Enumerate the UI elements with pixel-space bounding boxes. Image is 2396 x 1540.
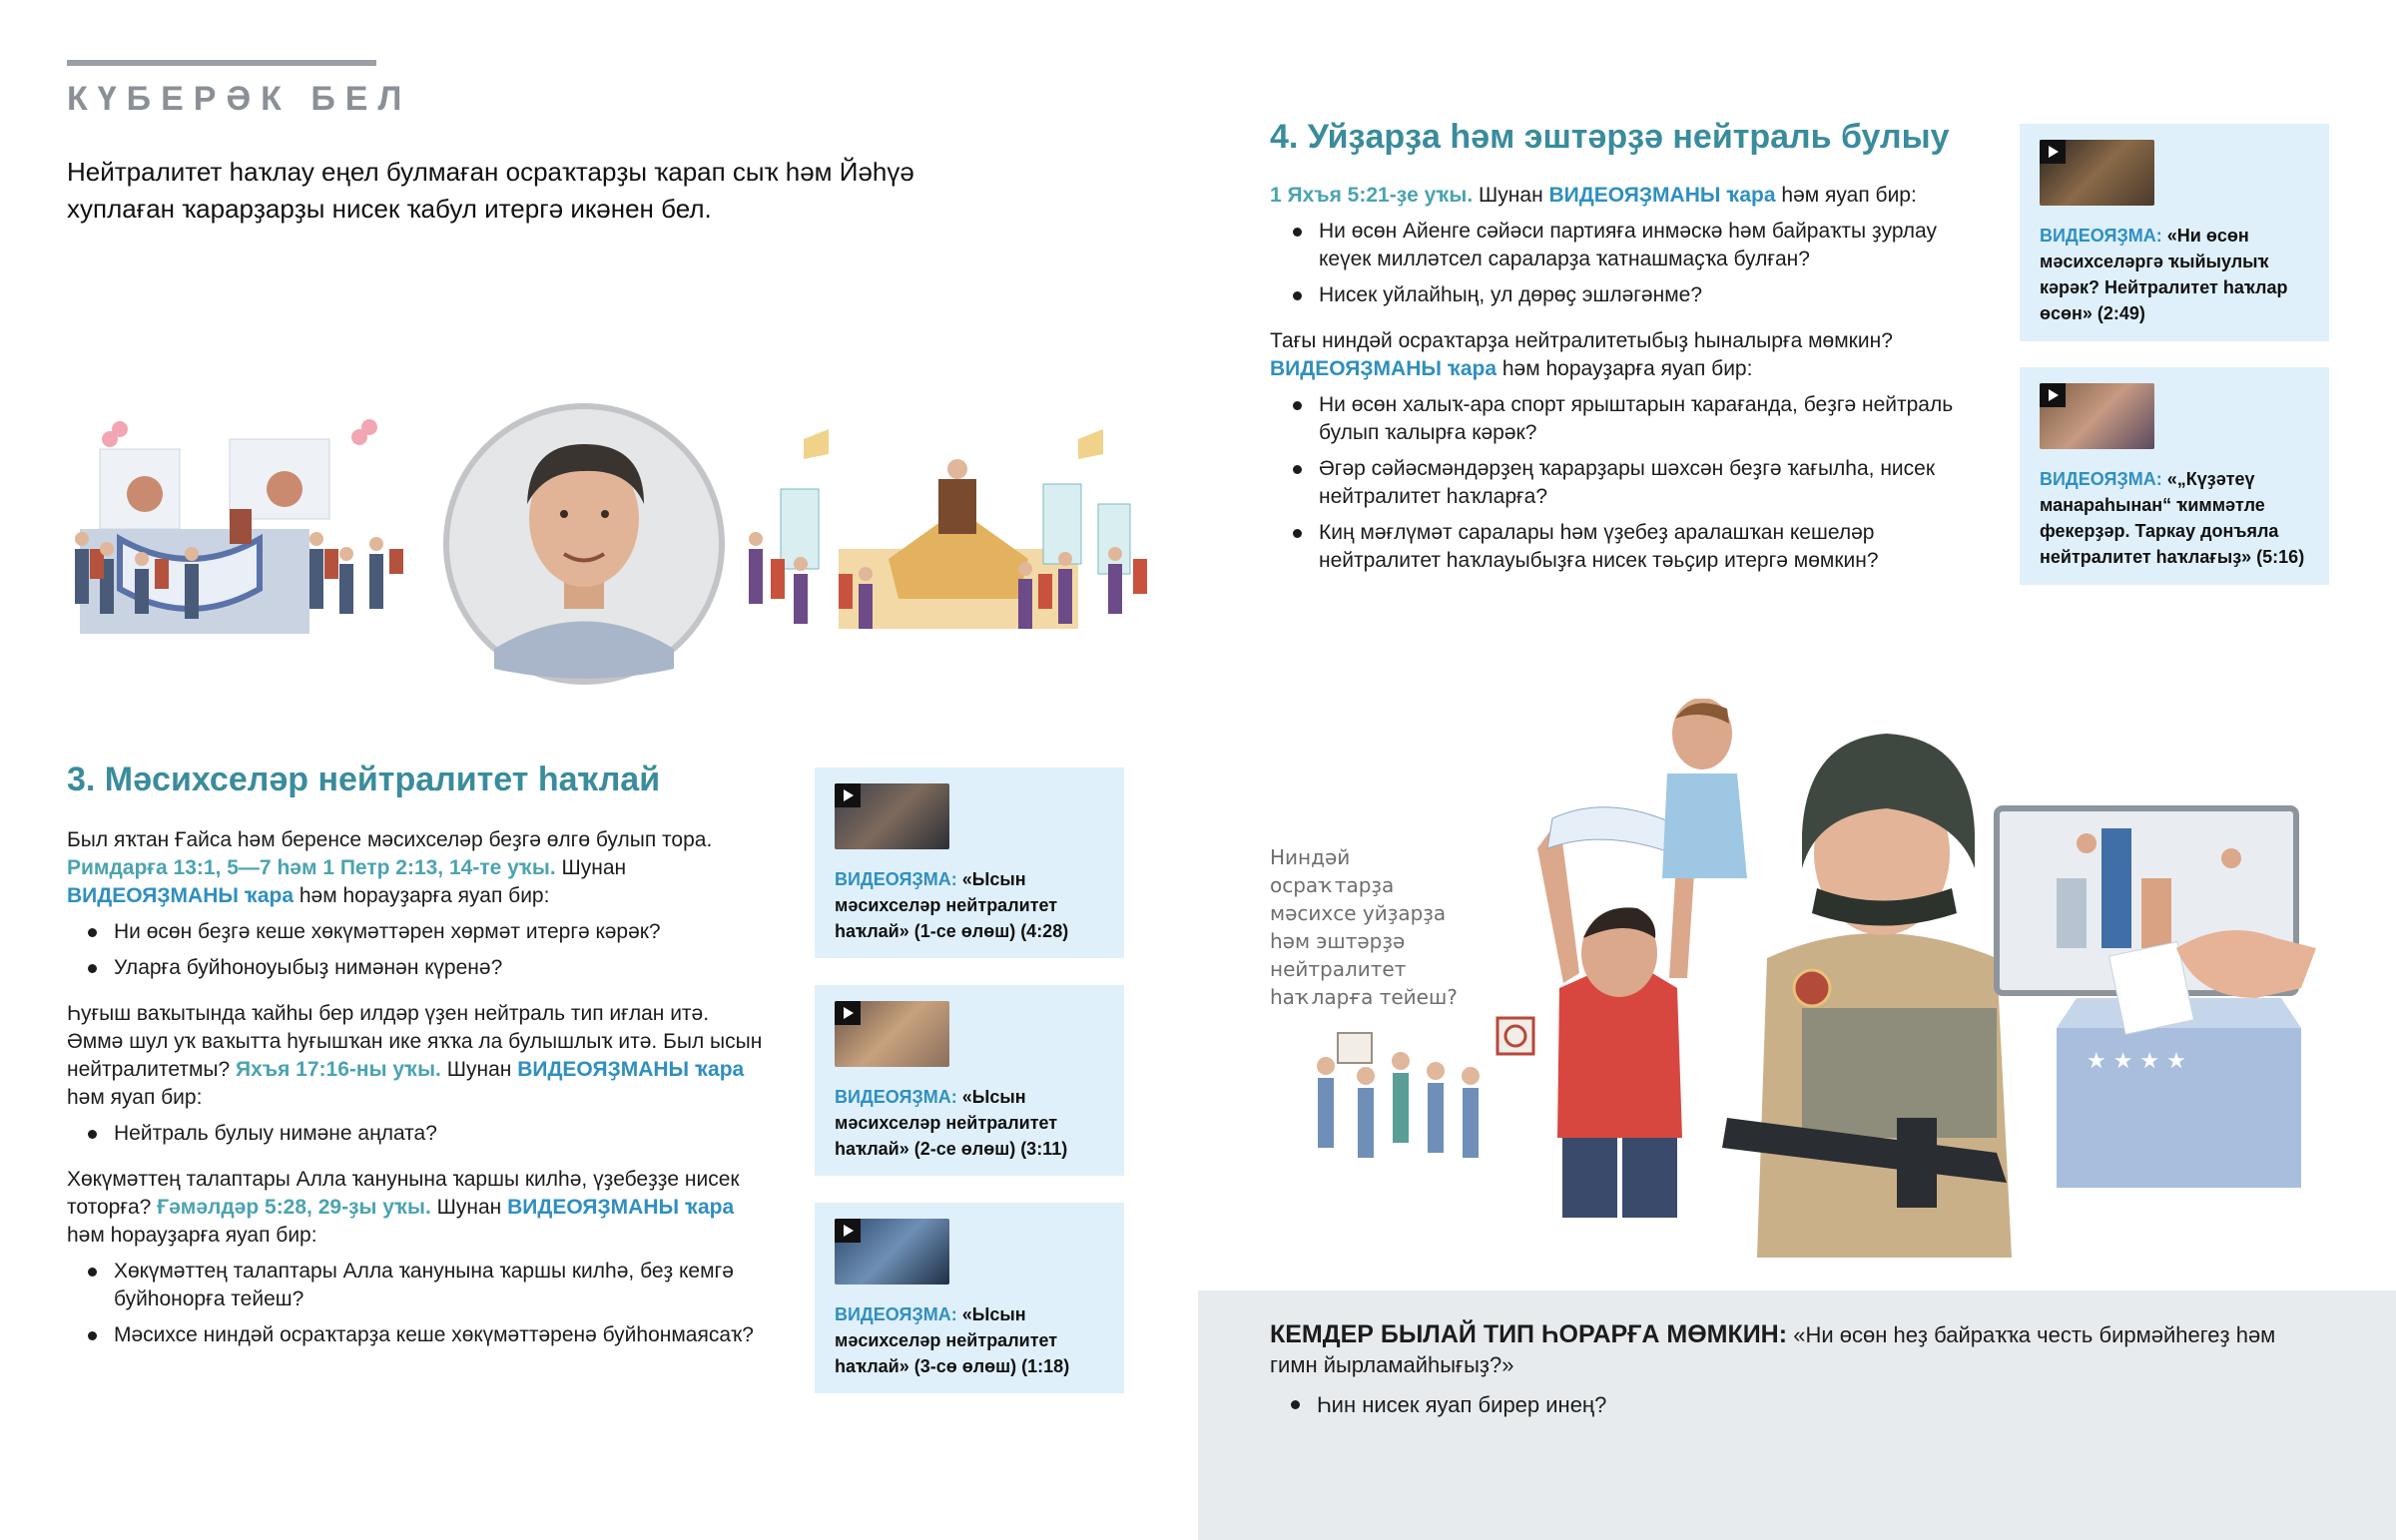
video-title: «Ысын мәсихселәр нейтралитет һаҡлай» (3-сө өлөш) (1:18) — [835, 1304, 1070, 1376]
svg-text:★ ★ ★ ★: ★ ★ ★ ★ — [2087, 1049, 2186, 1074]
election-rally-illustration — [60, 399, 1158, 689]
video-card-2[interactable] — [815, 985, 1124, 1176]
section-4-title: 4. Уйҙарҙа һәм эштәрҙә нейтраль булыу — [1270, 118, 1950, 156]
section-3-questions-1 — [67, 918, 766, 982]
section-4-questions-2 — [1270, 391, 1969, 575]
paragraph-text: Шунан — [436, 1196, 502, 1219]
section-3-paragraph-1 — [67, 826, 766, 910]
video-link[interactable]: ВИДЕОЯҘМАНЫ ҡара — [507, 1196, 735, 1219]
question-item: Һин нисек яуап бирер инең? — [1317, 1390, 2318, 1420]
paragraph-text: һәм һорауҙарға яуап бир: — [299, 884, 550, 907]
section-3-paragraph-3 — [67, 1166, 766, 1250]
neutrality-scenarios-illustration — [1298, 699, 2396, 1297]
question-item: Киң мәғлүмәт саралары һәм үҙебеҙ аралашҡан кешеләр нейтралитет һаҡлауыбыҙға нисек тәьҫир итергә мөмкин? — [1319, 519, 1969, 575]
video-thumbnail[interactable] — [835, 1219, 949, 1284]
right-rally-scene — [749, 429, 1147, 629]
scripture-link[interactable]: Яхъя 17:16-ны уҡы. — [236, 1058, 441, 1081]
video-label: ВИДЕОЯҘМА: — [835, 1304, 957, 1324]
objection-questions — [1270, 1390, 2318, 1420]
video-link[interactable]: ВИДЕОЯҘМАНЫ ҡара — [517, 1058, 745, 1081]
header-rule — [67, 60, 376, 66]
video-label: ВИДЕОЯҘМА: — [835, 1087, 957, 1107]
video-thumbnail[interactable] — [2040, 383, 2154, 449]
paragraph-text: Һуғыш ваҡытында ҡайһы бер илдәр үҙен нейтраль тип иғлан итә. Әммә шул уҡ ваҡытта һуғышҡан ике яҡҡа ла булышлыҡ итә. Был ысын нейтралитетмы? — [67, 1002, 763, 1081]
question-item: Нисек уйлайһың, ул дөрөҫ эшләгәнме? — [1319, 281, 1969, 309]
video-title: «Ысын мәсихселәр нейтралитет һаҡлай» (1-се өлөш) (4:28) — [835, 869, 1069, 941]
scripture-link[interactable]: Римдарға 13:1, 5—7 һәм 1 Петр 2:13, 14-те уҡы. — [67, 856, 556, 879]
paragraph-text: Был яҡтан Ғайса һәм беренсе мәсихселәр беҙгә өлгө булып тора. — [67, 828, 713, 851]
section-3-questions-2 — [67, 1120, 766, 1148]
objection-quote: «Ни өсөн һеҙ байраҡҡа честь бирмәйһегеҙ һәм гимн йырламайһығыҙ?» — [1270, 1322, 2276, 1377]
paragraph-text: Хөкүмәттең талаптары Алла ҡанунына ҡаршы килһә, үҙебеҙҙе нисек тоторға? — [67, 1168, 740, 1219]
illustration-caption: Ниндәй осраҡтарҙа мәсихсе уйҙарҙа һәм эштәрҙә нейтралитет һаҡларға тейеш? — [1270, 845, 1458, 1009]
video-label: ВИДЕОЯҘМА: — [2040, 226, 2162, 246]
play-icon[interactable] — [2040, 140, 2066, 164]
section-4-body — [1270, 182, 1969, 583]
paragraph-text: һәм һорауҙарға яуап бир: — [1501, 357, 1753, 380]
intro-text: Нейтралитет һаҡлау еңел булмаған осраҡтарҙы ҡарап сыҡ һәм Йәһүә хуплаған ҡарарҙарҙы нисек ҡабул итергә икәнен бел. — [67, 157, 914, 224]
section-4-questions-1 — [1270, 218, 1969, 309]
objection-heading: КЕМДЕР БЫЛАЙ ТИП ҺОРАРҒА МӨМКИН: — [1270, 1320, 1788, 1348]
paragraph-text: һәм яуап бир: — [1781, 184, 1917, 207]
question-item: Ни өсөн халыҡ-ара спорт ярыштарын ҡарағанда, беҙгә нейтраль булып ҡалырға кәрәк? — [1319, 391, 1969, 447]
protest-group — [1317, 1018, 1533, 1158]
portrait-illustration — [446, 406, 722, 682]
video-caption — [835, 866, 1104, 944]
section-4-paragraph-2 — [1270, 327, 1969, 383]
video-link[interactable]: ВИДЕОЯҘМАНЫ ҡара — [67, 884, 295, 907]
video-thumbnail[interactable] — [835, 783, 949, 849]
question-item: Уларға буйһоноуыбыҙ нимәнән күренә? — [114, 954, 766, 982]
video-link[interactable]: ВИДЕОЯҘМАНЫ ҡара — [1548, 184, 1776, 207]
video-card-3[interactable] — [815, 1203, 1124, 1393]
paragraph-text: һәм һорауҙарға яуап бир: — [67, 1224, 317, 1247]
video-card-1[interactable] — [815, 768, 1124, 958]
video-caption — [835, 1084, 1104, 1162]
section-3-body — [67, 826, 766, 1357]
play-icon[interactable] — [835, 783, 861, 807]
learn-more-title: КҮБЕРӘК БЕЛ — [67, 80, 412, 118]
cheering-boy — [1662, 699, 1747, 878]
paragraph-text: Шунан — [446, 1058, 512, 1081]
play-icon[interactable] — [835, 1001, 861, 1025]
section-3-questions-3 — [67, 1258, 766, 1349]
video-caption — [835, 1301, 1104, 1379]
soldier — [1722, 734, 2012, 1258]
question-item: Әгәр сәйәсмәндәрҙең ҡарарҙары шәхсән беҙгә ҡағылһа, нисек нейтралитет һаҡларға? — [1319, 455, 1969, 511]
question-item: Ни өсөн Айенге сәйәси партияға инмәскә һәм байраҡты ҙурлау кеүек милләтсел сараларҙа ҡатнашмаҫҡа булған? — [1319, 218, 1969, 273]
paragraph-text: Тағы ниндәй осраҡтарҙа нейтралитетыбыҙ һыналырға мөмкин? — [1270, 329, 1893, 352]
video-card-5[interactable] — [2020, 367, 2329, 585]
play-icon[interactable] — [835, 1219, 861, 1243]
video-thumbnail[interactable] — [835, 1001, 949, 1067]
video-label: ВИДЕОЯҘМА: — [835, 869, 957, 889]
video-caption — [2040, 223, 2309, 326]
video-title: «Ысын мәсихселәр нейтралитет һаҡлай» (2-се өлөш) (3:11) — [835, 1087, 1068, 1159]
question-item: Нейтраль булыу нимәне аңлата? — [114, 1120, 766, 1148]
video-link[interactable]: ВИДЕОЯҘМАНЫ ҡара — [1270, 357, 1498, 380]
objection-text — [1270, 1319, 2318, 1428]
question-item: Хөкүмәттең талаптары Алла ҡанунына ҡаршы килһә, беҙ кемгә буйһонорға тейеш? — [114, 1258, 766, 1313]
video-title: «„Күҙәтеү манараһынан“ ҡиммәтле фекерҙәр. Таркау донъяла нейтралитет һаҡлағыҙ» (5:16) — [2040, 469, 2305, 567]
paragraph-text: һәм яуап бир: — [67, 1086, 203, 1109]
video-caption — [2040, 466, 2314, 570]
scripture-link[interactable]: 1 Яхъя 5:21-ҙе уҡы. — [1270, 184, 1474, 207]
question-item: Мәсихсе ниндәй осраҡтарҙа кеше хөкүмәттәренә буйһонмаясаҡ? — [114, 1321, 766, 1349]
section-3-title: 3. Мәсихселәр нейтралитет һаҡлай — [67, 761, 661, 798]
paragraph-text: Шунан — [1479, 184, 1543, 207]
section-3-paragraph-2 — [67, 1000, 766, 1112]
play-icon[interactable] — [2040, 383, 2066, 407]
video-thumbnail[interactable] — [2040, 140, 2154, 206]
scripture-link[interactable]: Ғәмәлдәр 5:28, 29-ҙы уҡы. — [157, 1196, 431, 1219]
paragraph-text: Шунан — [561, 856, 627, 879]
left-rally-scene — [75, 419, 403, 634]
video-card-4[interactable] — [2020, 124, 2329, 341]
question-item: Ни өсөн беҙгә кеше хөкүмәттәрен хөрмәт итергә кәрәк? — [114, 918, 766, 946]
section-4-paragraph-1 — [1270, 182, 1969, 210]
video-title: «Ни өсөн мәсихселәргә ҡыйыулыҡ кәрәк? Нейтралитет һаҡлар өсөн» (2:49) — [2040, 226, 2288, 323]
video-label: ВИДЕОЯҘМА: — [2040, 469, 2162, 489]
